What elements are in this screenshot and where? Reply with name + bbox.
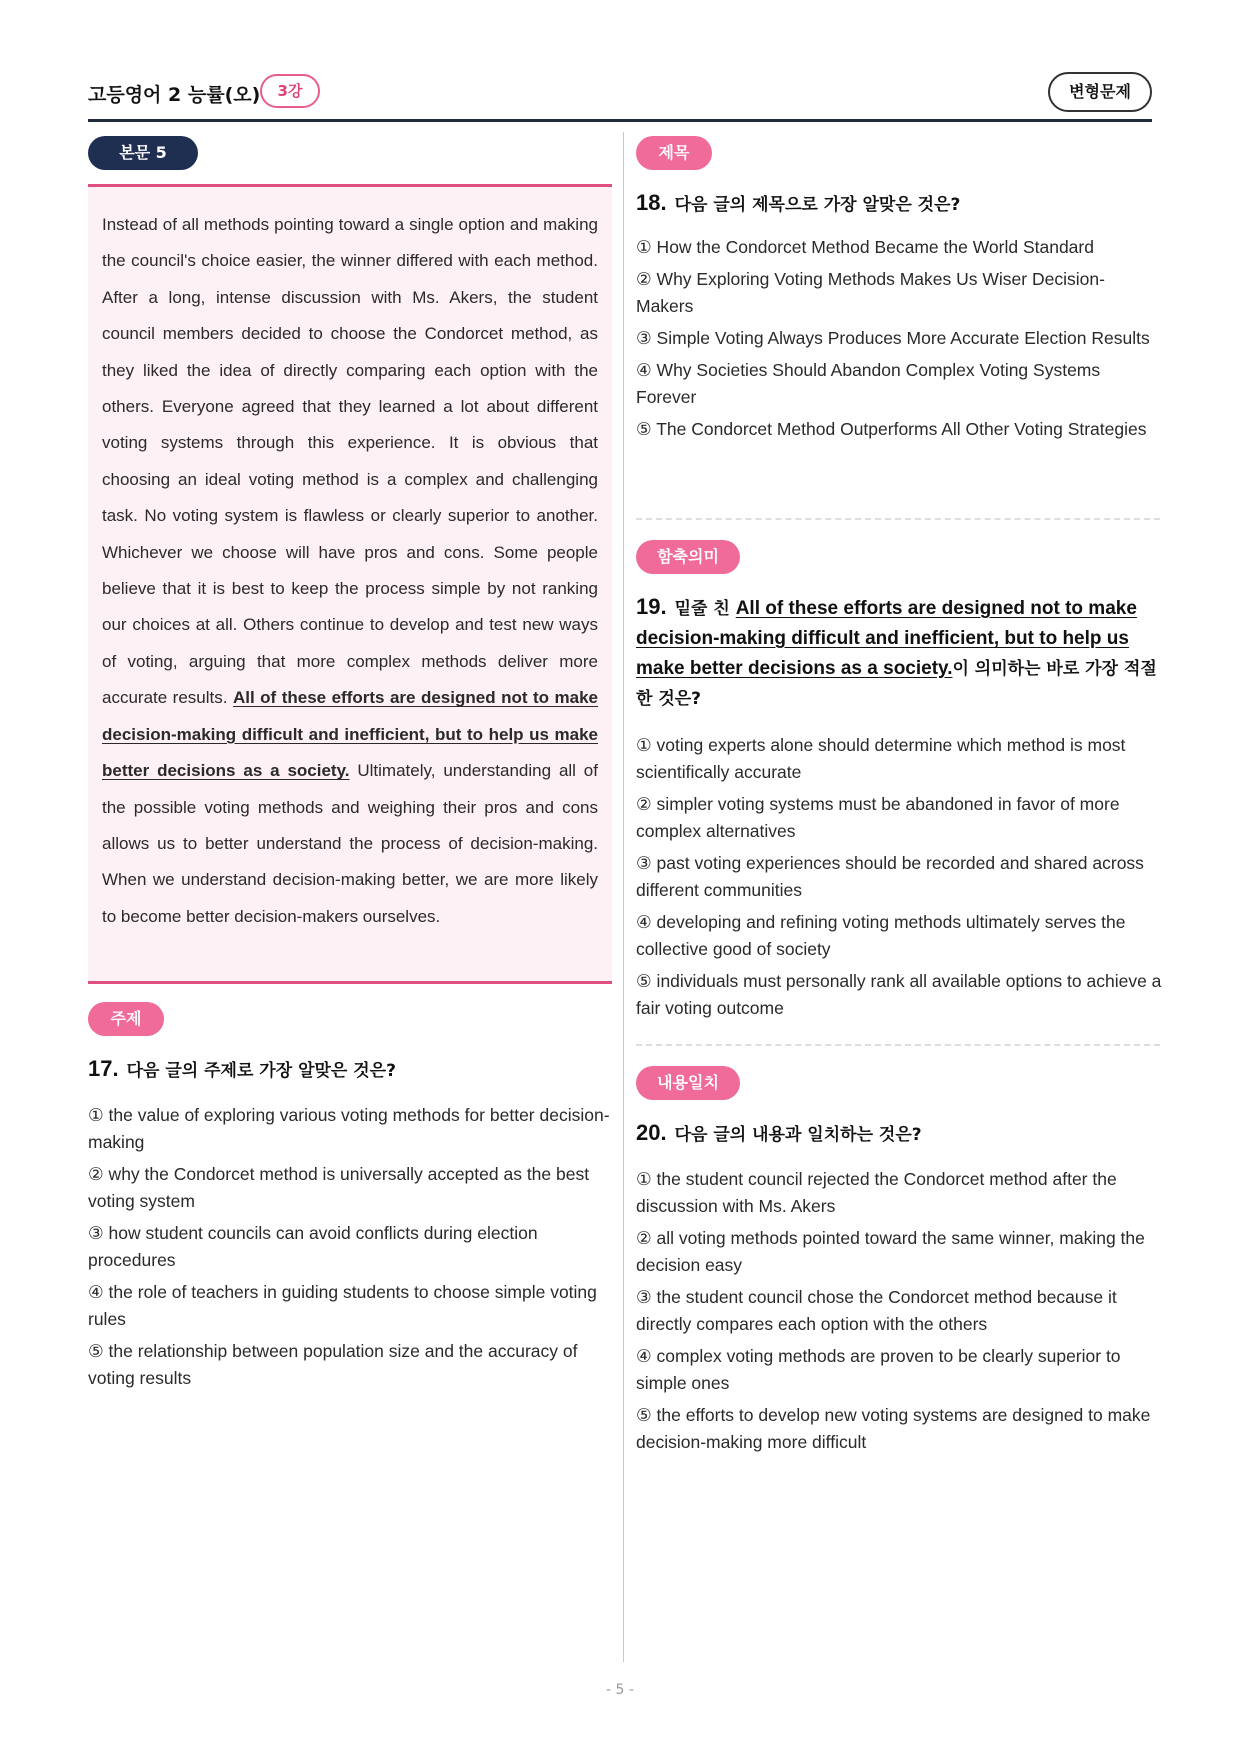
q19-category-badge: 함축의미 [636,540,740,574]
page-number: - 5 - [606,1682,634,1698]
q19-option[interactable]: ③ past voting experiences should be recorded and shared across different communities [636,853,1144,900]
section-separator [636,518,1160,520]
passage-underlined-sentence: All of these efforts are designed not to make decision-making difficult and inefficient, but to help us make better decisions as a society. [102,688,598,781]
section-separator [636,1044,1160,1046]
q19-underlined-sentence: All of these efforts are designed not to make decision-making difficult and inefficient, but to help us make better decisions as a society. [636,598,1137,679]
q20-prompt: 다음 글의 내용과 일치하는 것은? [674,1125,922,1145]
passage-label: 본문 5 [88,136,198,170]
q18-option[interactable]: ⑤ The Condorcet Method Outperforms All Other Voting Strategies [636,419,1147,439]
q17-option[interactable]: ③ how student councils can avoid conflicts during election procedures [88,1223,538,1270]
q20-number: 20. [636,1120,667,1145]
page-header [88,70,1152,122]
q18-option[interactable]: ① How the Condorcet Method Became the World Standard [636,237,1094,257]
q17-option[interactable]: ⑤ the relationship between population size and the accuracy of voting results [88,1341,578,1388]
q19-prompt-after: 이 의미하는 바로 가장 적절한 것은? [636,659,1157,709]
q19-option[interactable]: ⑤ individuals must personally rank all available options to achieve a fair voting outcome [636,971,1162,1018]
q17-option[interactable]: ① the value of exploring various voting methods for better decision-making [88,1105,610,1152]
q17-options [88,1102,616,1397]
q20-option[interactable]: ⑤ the efforts to develop new voting systems are designed to make decision-making more difficult [636,1405,1151,1452]
lesson-badge: 3강 [260,74,320,108]
q18-option[interactable]: ③ Simple Voting Always Produces More Accurate Election Results [636,328,1150,348]
q20-option[interactable]: ② all voting methods pointed toward the same winner, making the decision easy [636,1228,1145,1275]
q20-option[interactable]: ③ the student council chose the Condorcet method because it directly compares each option with the others [636,1287,1117,1334]
q19-option[interactable]: ④ developing and refining voting methods ultimately serves the collective good of society [636,912,1126,959]
q17-prompt: 다음 글의 주제로 가장 알맞은 것은? [126,1061,396,1081]
q20-options [636,1166,1164,1461]
q18-options [636,234,1160,448]
q18-option[interactable]: ④ Why Societies Should Abandon Complex Voting Systems Forever [636,360,1101,407]
q18-category-badge: 제목 [636,136,712,170]
passage-box [88,184,612,984]
passage-text-after: Ultimately, understanding all of the possible voting methods and weighing their pros and cons allows us to better understand the process of decision-making. When we understand decision-making better, we are more likely to become better decision-makers ourselves. [102,761,598,926]
q17-category-badge: 주제 [88,1002,164,1036]
q18-prompt: 다음 글의 제목으로 가장 알맞은 것은? [674,195,961,215]
q18-option[interactable]: ② Why Exploring Voting Methods Makes Us Wiser Decision-Makers [636,269,1105,316]
q19-prompt-before: 밑줄 친 [674,599,736,619]
column-divider [623,132,624,1662]
q17-title [88,1054,612,1086]
q19-option[interactable]: ① voting experts alone should determine which method is most scientifically accurate [636,735,1126,782]
q20-category-badge: 내용일치 [636,1066,740,1100]
q17-number: 17. [88,1056,119,1081]
passage-text [102,207,598,935]
q17-option[interactable]: ④ the role of teachers in guiding students to choose simple voting rules [88,1282,597,1329]
q20-option[interactable]: ④ complex voting methods are proven to be clearly superior to simple ones [636,1346,1121,1393]
variant-badge: 변형문제 [1048,72,1152,112]
q17-option[interactable]: ② why the Condorcet method is universally accepted as the best voting system [88,1164,590,1211]
passage-text-before: Instead of all methods pointing toward a single option and making the council's choice easier, the winner differed with each method. After a long, intense discussion with Ms. Akers, the student council members decided to choose the Condorcet method, as they liked the idea of directly comparing each option with the others. Everyone agreed that they learned a lot about different voting systems through this experience. It is obvious that choosing an ideal voting method is a complex and challenging task. No voting system is flawless or clearly superior to another. Whichever we choose will have pros and cons. Some people believe that it is best to keep the process simple by not ranking our choices at all. Others continue to develop and test new ways of voting, arguing that more complex methods deliver more accurate results. [102,215,598,708]
q19-options [636,732,1164,1027]
q19-option[interactable]: ② simpler voting systems must be abandoned in favor of more complex alternatives [636,794,1120,841]
textbook-title: 고등영어 2 능률(오) [88,84,261,106]
q18-title [636,188,1160,220]
q19-number: 19. [636,594,667,619]
q18-number: 18. [636,190,667,215]
q20-option[interactable]: ① the student council rejected the Condorcet method after the discussion with Ms. Akers [636,1169,1117,1216]
q19-title [636,592,1160,714]
header-rule [88,119,1152,122]
q20-title [636,1118,1160,1150]
